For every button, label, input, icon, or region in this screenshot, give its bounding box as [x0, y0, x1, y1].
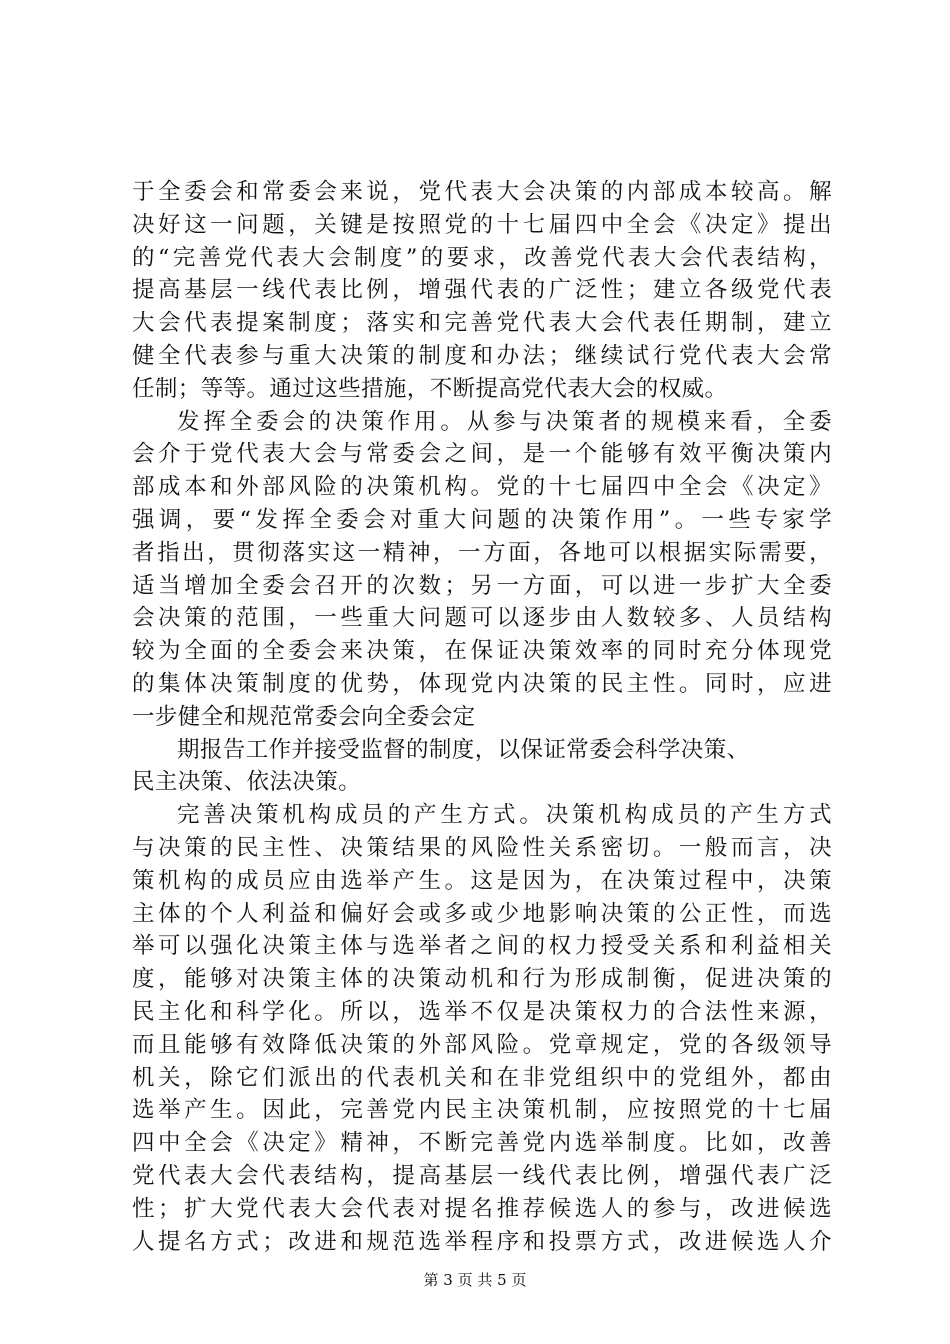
text-line: 的集体决策制度的优势，体现党内决策的民主性。同时，应进 [132, 670, 832, 697]
text-line: 任制；等等。通过这些措施，不断提高党代表大会的权威。 [132, 375, 728, 402]
text-line: 民主化和科学化。所以，选举不仅是决策权力的合法性来源， [132, 998, 832, 1025]
text-line: 党代表大会代表结构，提高基层一线代表比例，增强代表广泛 [132, 1162, 832, 1189]
text-line: 的“完善党代表大会制度”的要求，改善党代表大会代表结构， [132, 244, 832, 271]
text-line: 而且能够有效降低决策的外部风险。党章规定，党的各级领导 [132, 1031, 832, 1058]
text-line: 决好这一问题，关键是按照党的十七届四中全会《决定》提出 [132, 211, 832, 238]
text-line: 者指出，贯彻落实这一精神，一方面，各地可以根据实际需要， [132, 539, 832, 566]
text-line: 大会代表提案制度；落实和完善党代表大会代表任期制，建立 [132, 310, 832, 337]
text-line: 度，能够对决策主体的决策动机和行为形成制衡，促进决策的 [132, 966, 832, 993]
paragraph-start-line: 期报告工作并接受监督的制度，以保证常委会科学决策、 [177, 736, 750, 763]
text-line: 四中全会《决定》精神，不断完善党内选举制度。比如，改善 [132, 1130, 832, 1157]
text-line: 性；扩大党代表大会代表对提名推荐候选人的参与，改进候选 [132, 1195, 832, 1222]
text-line: 举可以强化决策主体与选举者之间的权力授受关系和利益相关 [132, 933, 832, 960]
text-line: 提高基层一线代表比例，增强代表的广泛性；建立各级党代表 [132, 277, 832, 304]
text-line: 部成本和外部风险的决策机构。党的十七届四中全会《决定》 [132, 474, 832, 501]
text-line: 机关，除它们派出的代表机关和在非党组织中的党组外，都由 [132, 1064, 832, 1091]
text-line: 人提名方式；改进和规范选举程序和投票方式，改进候选人介 [132, 1228, 832, 1255]
text-line: 适当增加全委会召开的次数；另一方面，可以进一步扩大全委 [132, 572, 832, 599]
text-line: 主体的个人利益和偏好会或多或少地影响决策的公正性，而选 [132, 900, 832, 927]
text-line: 策机构的成员应由选举产生。这是因为，在决策过程中，决策 [132, 867, 832, 894]
text-line: 强调，要“发挥全委会对重大问题的决策作用”。一些专家学 [132, 506, 832, 533]
text-line: 较为全面的全委会来决策，在保证决策效率的同时充分体现党 [132, 638, 832, 665]
paragraph-start-line: 完善决策机构成员的产生方式。决策机构成员的产生方式 [177, 802, 832, 829]
text-line: 民主决策、依法决策。 [132, 769, 362, 796]
paragraph-start-line: 发挥全委会的决策作用。从参与决策者的规模来看，全委 [177, 408, 832, 435]
text-line: 一步健全和规范常委会向全委会定 [132, 703, 476, 730]
document-body [132, 176, 832, 1258]
text-line: 选举产生。因此，完善党内民主决策机制，应按照党的十七届 [132, 1097, 832, 1124]
text-line: 会介于党代表大会与常委会之间，是一个能够有效平衡决策内 [132, 441, 832, 468]
text-line: 健全代表参与重大决策的制度和办法；继续试行党代表大会常 [132, 342, 832, 369]
text-line: 与决策的民主性、决策结果的风险性关系密切。一般而言，决 [132, 834, 832, 861]
text-line: 会决策的范围，一些重大问题可以逐步由人数较多、人员结构 [132, 605, 832, 632]
page-number-footer: 第 3 页 共 5 页 [423, 1271, 527, 1289]
text-line: 于全委会和常委会来说，党代表大会决策的内部成本较高。解 [132, 179, 832, 205]
